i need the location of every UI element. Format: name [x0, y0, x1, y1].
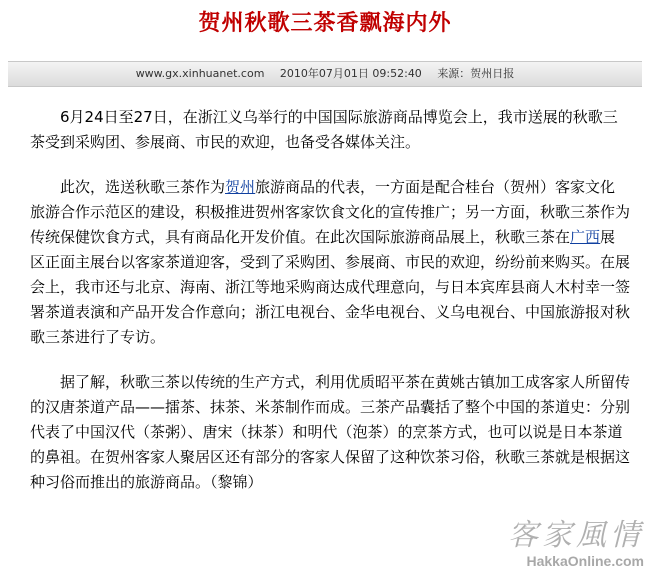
paragraph-2-text-a: 此次，选送秋歌三茶作为	[60, 178, 226, 196]
article-source: 来源：贺州日报	[437, 67, 515, 80]
watermark-chinese: 客家風情	[508, 518, 644, 553]
paragraph-3: 据了解，秋歌三茶以传统的生产方式，利用优质昭平茶在黄姚古镇加工成客家人所留传的汉唐茶道产品——擂茶、抹茶、米茶制作而成。三茶产品囊括了整个中国的茶道史：分别代表了中国汉代（茶粥）、唐宋（抹茶）和明代（泡茶）的烹茶方式，也可以说是日本茶道的鼻祖。在贺州客家人聚居区还有部分的客家人保留了这种饮茶习俗，秋歌三茶就是根据这种习俗而推出的旅游商品。（黎锦）	[30, 373, 631, 491]
hezhou-link[interactable]: 贺州	[225, 178, 256, 196]
guangxi-link[interactable]: 广西	[570, 228, 601, 246]
paragraph-1: 6月24日至27日，在浙江义乌举行的中国国际旅游商品博览会上，我市送展的秋歌三茶受到采购团、参展商、市民的欢迎，也备受各媒体关注。	[30, 108, 618, 151]
article-body	[30, 105, 630, 515]
paragraph-2	[30, 175, 630, 350]
watermark-logo	[508, 519, 644, 569]
paragraph-2-text-c: 展区正面主展台以客家茶道迎客，受到了采购团、参展商、市民的欢迎，纷纷前来购买。在展会上，我市还与北京、海南、浙江等地采购商达成代理意向，与日本宾库县商人木村幸一签署茶道表演和产品开发合作意向；浙江电视台、金华电视台、义乌电视台、中国旅游报对秋歌三茶进行了专访。	[30, 228, 631, 346]
site-url: www.gx.xinhuanet.com	[135, 67, 265, 80]
publish-datetime: 2010年07月01日 09:52:40	[279, 67, 422, 80]
paragraph-2-text-b: 旅游商品的代表，一方面是配合桂台（贺州）客家文化旅游合作示范区的建设，积极推进贺州客家饮食文化的宣传推广；另一方面，秋歌三茶作为传统保健饮食方式，具有商品化开发价值。在此次国际旅游商品展上，秋歌三茶在	[30, 178, 631, 246]
watermark-url: HakkaOnline.com	[526, 553, 644, 569]
article-title: 贺州秋歌三茶香飘海内外	[198, 10, 452, 36]
article-meta-bar	[8, 61, 642, 87]
